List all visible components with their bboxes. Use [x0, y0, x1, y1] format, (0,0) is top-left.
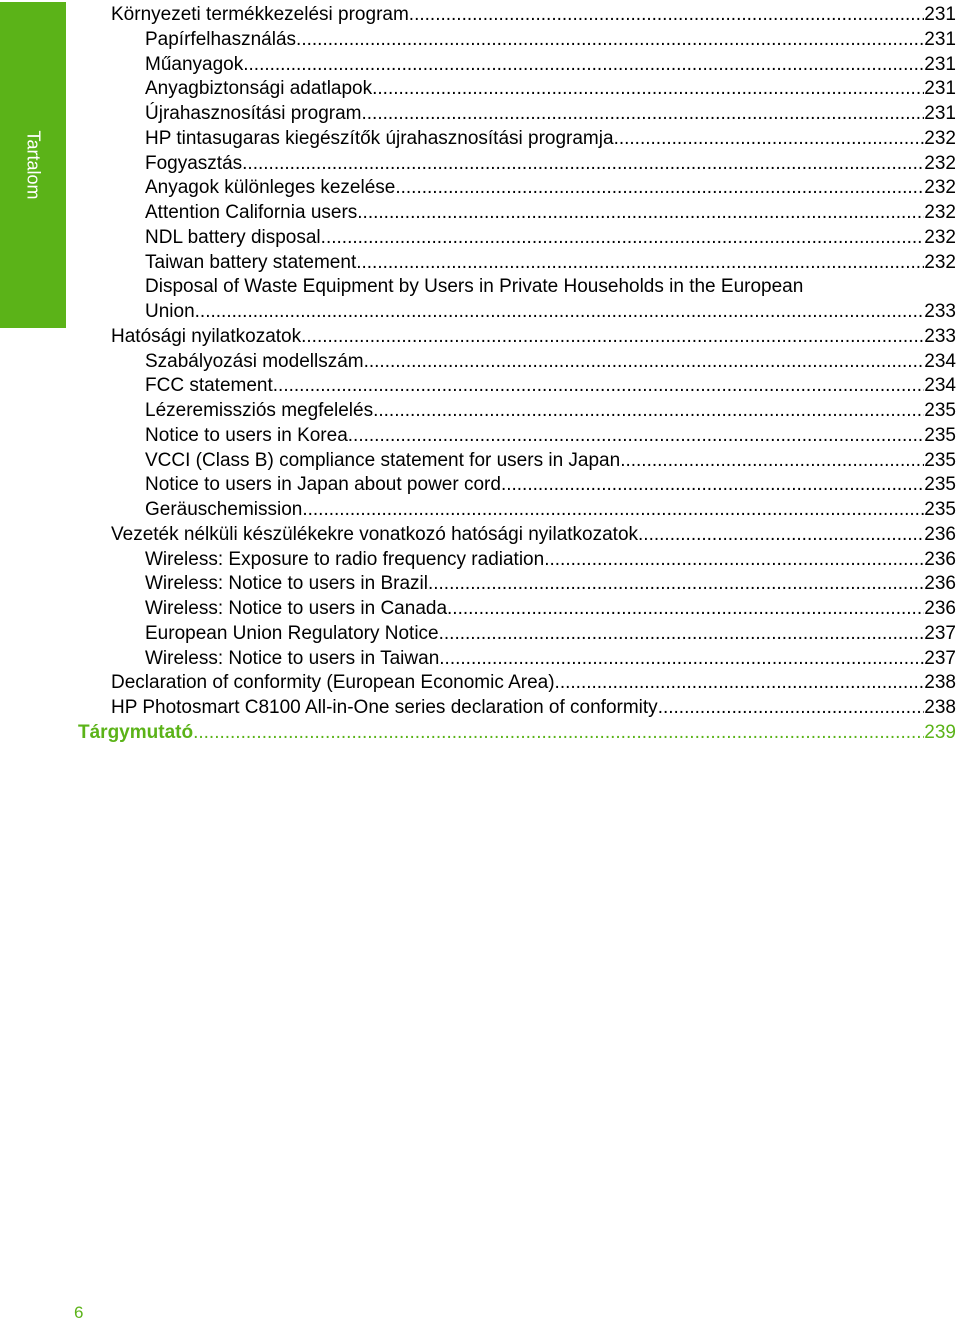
- toc-leader-dots: [242, 152, 924, 177]
- toc-entry-title: Papírfelhasználás: [145, 28, 297, 50]
- toc-entry[interactable]: [0, 152, 960, 177]
- toc-entry-page: 232: [924, 226, 956, 248]
- toc-leader-dots: [395, 176, 924, 201]
- toc-leader-dots: [501, 473, 924, 498]
- toc-entry[interactable]: [0, 399, 960, 424]
- toc-entry-page: 234: [924, 350, 956, 372]
- toc-entry[interactable]: [0, 127, 960, 152]
- toc-entry-page: 238: [924, 697, 956, 718]
- toc-leader-dots: [447, 597, 924, 622]
- toc-entry-page: 231: [924, 28, 956, 50]
- toc-entry[interactable]: [0, 275, 960, 325]
- toc-entry-page: 237: [924, 622, 956, 644]
- toc-entry-row: [78, 721, 956, 746]
- toc-leader-dots: [638, 523, 924, 548]
- toc-entry-title: Anyagbiztonsági adatlapok: [145, 78, 373, 100]
- toc-entry-row: [145, 201, 956, 226]
- toc-entry-page: 232: [924, 152, 956, 174]
- toc-entry-row: [145, 622, 956, 647]
- toc-entry-title: Tárgymutató: [78, 721, 194, 743]
- toc-entry-title: HP tintasugaras kiegészítők újrahasznosítási programja: [145, 127, 614, 149]
- toc-entry-row: [145, 548, 956, 573]
- toc-leader-dots: [555, 671, 925, 696]
- toc-entry-row: [145, 350, 956, 375]
- toc-entry[interactable]: [0, 572, 960, 597]
- toc-leader-dots: [439, 622, 925, 647]
- toc-entry-title: Fogyasztás: [145, 152, 243, 174]
- toc-entry-page: 231: [924, 53, 956, 75]
- toc-entry-page: 236: [924, 598, 956, 619]
- toc-entry[interactable]: [0, 102, 960, 127]
- toc-entry-row: [145, 176, 956, 201]
- toc-entry-page: 235: [924, 424, 956, 446]
- toc-leader-dots: [620, 449, 924, 474]
- toc-entry-title-line1: Disposal of Waste Equipment by Users in Private Households in the European: [145, 276, 804, 298]
- toc-leader-dots: [409, 3, 925, 28]
- toc-entry-title: Wireless: Exposure to radio frequency radiation: [145, 548, 545, 570]
- toc-entry-title: VCCI (Class B) compliance statement for users in Japan: [145, 449, 621, 471]
- toc-leader-dots: [658, 696, 925, 721]
- toc-entry[interactable]: [0, 597, 960, 622]
- toc-entry-page: 235: [924, 449, 956, 471]
- page-number: 6: [74, 1303, 84, 1322]
- toc-entry-page: 235: [924, 474, 956, 496]
- toc-entry-page: 233: [924, 301, 956, 322]
- toc-entry-row: [145, 572, 956, 597]
- toc-entry[interactable]: [0, 350, 960, 375]
- toc-entry-title: Wireless: Notice to users in Taiwan: [145, 647, 440, 669]
- toc-entry-row: [145, 251, 956, 276]
- toc-entry-row: [111, 523, 956, 548]
- toc-entry[interactable]: [0, 226, 960, 251]
- toc-entry-row: [145, 77, 956, 102]
- toc-leader-dots: [321, 226, 925, 251]
- toc-entry-row: [145, 647, 956, 672]
- toc-entry-row: [145, 597, 956, 622]
- toc-entry-title: Geräuschemission: [145, 499, 303, 520]
- toc-entry-page: 236: [924, 548, 956, 570]
- toc-leader-dots: [614, 127, 925, 152]
- toc-entry-page: 234: [924, 375, 956, 397]
- toc-entry-page: 235: [924, 499, 956, 520]
- toc-entry-row: [145, 300, 956, 325]
- toc-leader-dots: [544, 548, 924, 573]
- toc-entry-page: 232: [924, 177, 956, 199]
- toc-leader-dots: [301, 325, 924, 350]
- toc-entry-row: [145, 152, 956, 177]
- toc-entry[interactable]: [0, 77, 960, 102]
- toc-entry-row: [145, 127, 956, 152]
- toc-leader-dots: [361, 102, 924, 127]
- toc-entry-title: HP Photosmart C8100 All-in-One series declaration of conformity: [111, 697, 658, 718]
- toc-entry[interactable]: [0, 449, 960, 474]
- toc-leader-dots: [364, 350, 925, 375]
- toc-entry-row: [145, 498, 956, 523]
- table-of-contents: [0, 3, 960, 746]
- toc-entry[interactable]: [0, 721, 960, 746]
- toc-entry-row: [145, 449, 956, 474]
- toc-leader-dots: [296, 28, 924, 53]
- toc-entry-title: Környezeti termékkezelési program: [111, 4, 409, 25]
- toc-entry-title: FCC statement: [145, 375, 273, 397]
- toc-entry[interactable]: [0, 176, 960, 201]
- toc-entry-title: Szabályozási modellszám: [145, 350, 364, 372]
- toc-leader-dots: [243, 53, 924, 78]
- toc-entry[interactable]: [0, 498, 960, 523]
- toc-entry-row: [145, 226, 956, 251]
- toc-entry-row: [145, 399, 956, 424]
- toc-entry[interactable]: [0, 473, 960, 498]
- toc-entry-title: European Union Regulatory Notice: [145, 622, 439, 644]
- side-tab-label: Tartalom: [23, 130, 44, 200]
- toc-entry[interactable]: [0, 523, 960, 548]
- toc-entry-title: Lézeremissziós megfelelés: [145, 400, 374, 421]
- toc-leader-dots: [428, 572, 924, 597]
- toc-entry-row: [111, 325, 956, 350]
- toc-entry-row: [145, 473, 956, 498]
- toc-entry-page: 231: [924, 103, 956, 124]
- toc-entry-title: Újrahasznosítási program: [145, 103, 362, 124]
- toc-entry-row: [111, 671, 956, 696]
- toc-entry[interactable]: [0, 201, 960, 226]
- toc-entry-title: Taiwan battery statement: [145, 251, 357, 273]
- toc-entry-page: 237: [924, 647, 956, 669]
- toc-entry-page: 235: [924, 400, 956, 421]
- toc-entry-page: 231: [924, 4, 956, 25]
- toc-entry-row: [111, 3, 956, 28]
- toc-entry-row: [145, 53, 956, 78]
- toc-entry-title: NDL battery disposal: [145, 226, 321, 248]
- toc-entry[interactable]: [0, 28, 960, 53]
- toc-entry[interactable]: [0, 622, 960, 647]
- toc-entry[interactable]: [0, 424, 960, 449]
- toc-entry-page: 232: [924, 251, 956, 273]
- toc-entry-title: Wireless: Notice to users in Canada: [145, 598, 448, 619]
- toc-entry-title: Vezeték nélküli készülékekre vonatkozó hatósági nyilatkozatok: [111, 523, 639, 545]
- toc-entry[interactable]: [0, 251, 960, 276]
- toc-entry[interactable]: [0, 53, 960, 78]
- toc-leader-dots: [356, 251, 924, 276]
- toc-entry-title: Wireless: Notice to users in Brazil: [145, 573, 428, 595]
- toc-entry[interactable]: [0, 3, 960, 28]
- toc-leader-dots: [273, 374, 925, 399]
- toc-entry-page: 232: [924, 202, 956, 223]
- toc-entry-row: [145, 102, 956, 127]
- toc-entry-title: Union: [145, 301, 195, 322]
- toc-entry-page: 231: [924, 78, 956, 100]
- toc-entry-page: 236: [924, 573, 956, 595]
- toc-entry-title: Anyagok különleges kezelése: [145, 177, 396, 199]
- toc-entry[interactable]: [0, 325, 960, 350]
- toc-entry-page: 232: [924, 127, 956, 149]
- toc-entry-title: Notice to users in Japan about power cord: [145, 474, 501, 496]
- toc-entry-page: 236: [924, 523, 956, 545]
- toc-leader-dots: [195, 300, 925, 325]
- toc-entry-page: 238: [924, 672, 956, 694]
- toc-entry-title: Notice to users in Korea: [145, 424, 348, 446]
- toc-entry[interactable]: [0, 647, 960, 672]
- toc-entry[interactable]: [0, 374, 960, 399]
- toc-entry-page: 239: [924, 721, 956, 743]
- toc-leader-dots: [193, 721, 924, 746]
- toc-entry[interactable]: [0, 548, 960, 573]
- toc-leader-dots: [439, 647, 924, 672]
- toc-entry-row: [111, 696, 956, 721]
- toc-leader-dots: [372, 77, 924, 102]
- toc-entry-title: Hatósági nyilatkozatok: [111, 325, 302, 347]
- toc-entry[interactable]: [0, 696, 960, 721]
- toc-entry-page: 233: [924, 325, 956, 347]
- toc-entry-title: Declaration of conformity (European Economic Area): [111, 672, 555, 694]
- toc-entry-row: [145, 424, 956, 449]
- toc-leader-dots: [302, 498, 924, 523]
- toc-leader-dots: [357, 201, 924, 226]
- toc-entry-title: Műanyagok: [145, 53, 244, 75]
- toc-entry[interactable]: [0, 671, 960, 696]
- toc-leader-dots: [348, 424, 925, 449]
- toc-entry-row: [145, 28, 956, 53]
- toc-leader-dots: [373, 399, 924, 424]
- toc-entry-title: Attention California users: [145, 202, 358, 223]
- toc-entry-row: [145, 374, 956, 399]
